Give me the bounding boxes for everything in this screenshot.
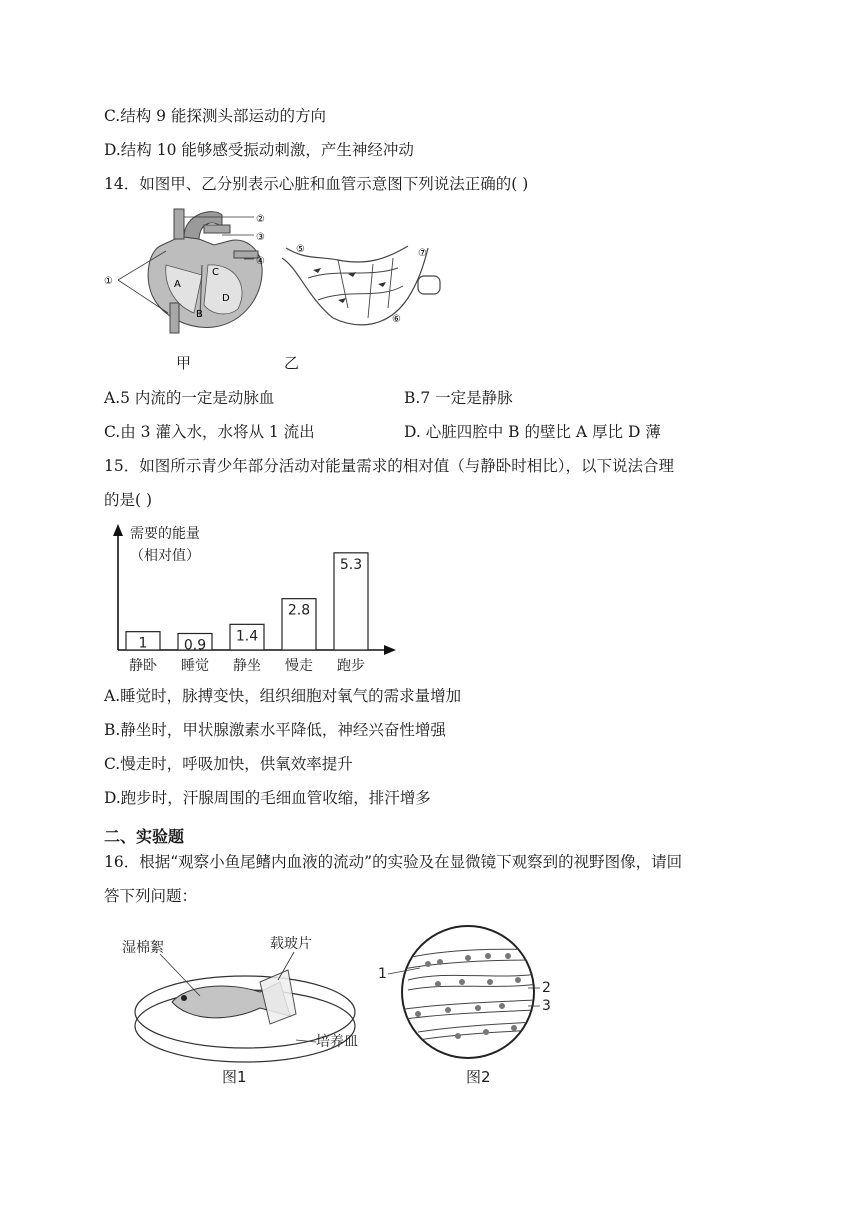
heart-label-1: ①: [104, 276, 113, 287]
category-label-1: 睡觉: [181, 658, 209, 674]
section-title-experiment: 二、实验题: [104, 827, 185, 846]
q15-option-a: A.睡觉时，脉搏变快，组织细胞对氧气的需求量增加: [104, 687, 462, 705]
q14-stem: 14．如图甲、乙分别表示心脏和血管示意图下列说法正确的( ): [104, 175, 529, 193]
vessel-label-6: ⑥: [392, 314, 401, 325]
heart-label-2: ②: [256, 214, 265, 225]
category-label-3: 慢走: [285, 658, 313, 674]
figure-1-caption: 图1: [222, 1068, 247, 1086]
bar-value-label-0: 1: [138, 635, 148, 652]
bar-value-label-4: 5.3: [339, 556, 363, 573]
vessel-label-5: ⑤: [296, 244, 305, 255]
q13-option-d: D.结构 10 能够感受振动刺激，产生神经冲动: [104, 141, 414, 159]
q15-option-d: D.跑步时，汗腺周围的毛细血管收缩，排汗增多: [104, 789, 431, 807]
heart-label-3: ③: [256, 232, 265, 243]
q14-option-b: B.7 一定是静脉: [404, 389, 513, 407]
chamber-c-label: C: [212, 267, 219, 278]
bar-value-label-1: 0.9: [183, 637, 207, 654]
category-label-0: 静卧: [129, 658, 157, 674]
fish-dish-figure: [120, 930, 370, 1060]
q14-option-d: D. 心脏四腔中 B 的壁比 A 厚比 D 薄: [404, 423, 661, 441]
figure-jia-caption: 甲: [176, 354, 192, 372]
q13-option-c: C.结构 9 能探测头部运动的方向: [104, 107, 326, 125]
q15-option-b: B.静坐时，甲状腺激素水平降低，神经兴奋性增强: [104, 721, 446, 739]
q16-stem-line1: 16．根据“观察小鱼尾鳍内血液的流动”的实验及在显微镜下观察到的视野图像，请回: [104, 853, 683, 871]
q14-option-a: A.5 内流的一定是动脉血: [104, 389, 275, 407]
q15-option-c: C.慢走时，呼吸加快，供氧效率提升: [104, 755, 353, 773]
energy-bar-chart: [104, 520, 404, 680]
chamber-d-label: D: [222, 293, 230, 304]
q16-stem-line2: 答下列问题：: [104, 887, 198, 905]
y-axis-arrow: [113, 524, 123, 536]
q14-option-c: C.由 3 灌入水，水将从 1 流出: [104, 423, 315, 441]
fig1-label-slide: 载玻片: [270, 936, 312, 952]
x-axis-arrow: [384, 645, 396, 655]
heart-label-4: ④: [256, 256, 265, 267]
figure-2-caption: 图2: [466, 1068, 491, 1086]
microscope-view-figure: [378, 920, 553, 1070]
vessel-label-7: ⑦: [418, 248, 427, 259]
category-label-4: 跑步: [337, 658, 365, 674]
vessel-diagram: [278, 238, 443, 333]
figure-yi-caption: 乙: [284, 354, 300, 372]
q15-stem-line1: 15．如图所示青少年部分活动对能量需求的相对值（与静卧时相比），以下说法合理: [104, 457, 674, 475]
fig1-label-dish: 培养皿: [316, 1034, 358, 1050]
chart-ylabel: 需要的能量: [130, 526, 200, 542]
fig2-label-3: 3: [542, 998, 551, 1014]
category-label-2: 静坐: [233, 658, 261, 674]
bar-value-label-3: 2.8: [287, 602, 311, 619]
chamber-a-label: A: [174, 279, 181, 290]
fig2-label-2: 2: [542, 980, 551, 996]
fig2-label-1: 1: [378, 966, 387, 982]
heart-diagram: [104, 205, 279, 335]
bar-value-label-2: 1.4: [235, 628, 259, 645]
q15-stem-line2: 的是( ): [104, 491, 153, 509]
chamber-b-label: B: [196, 309, 203, 320]
fig1-label-cotton: 湿棉絮: [122, 940, 164, 956]
chart-ylabel-sub: （相对值）: [130, 548, 200, 564]
